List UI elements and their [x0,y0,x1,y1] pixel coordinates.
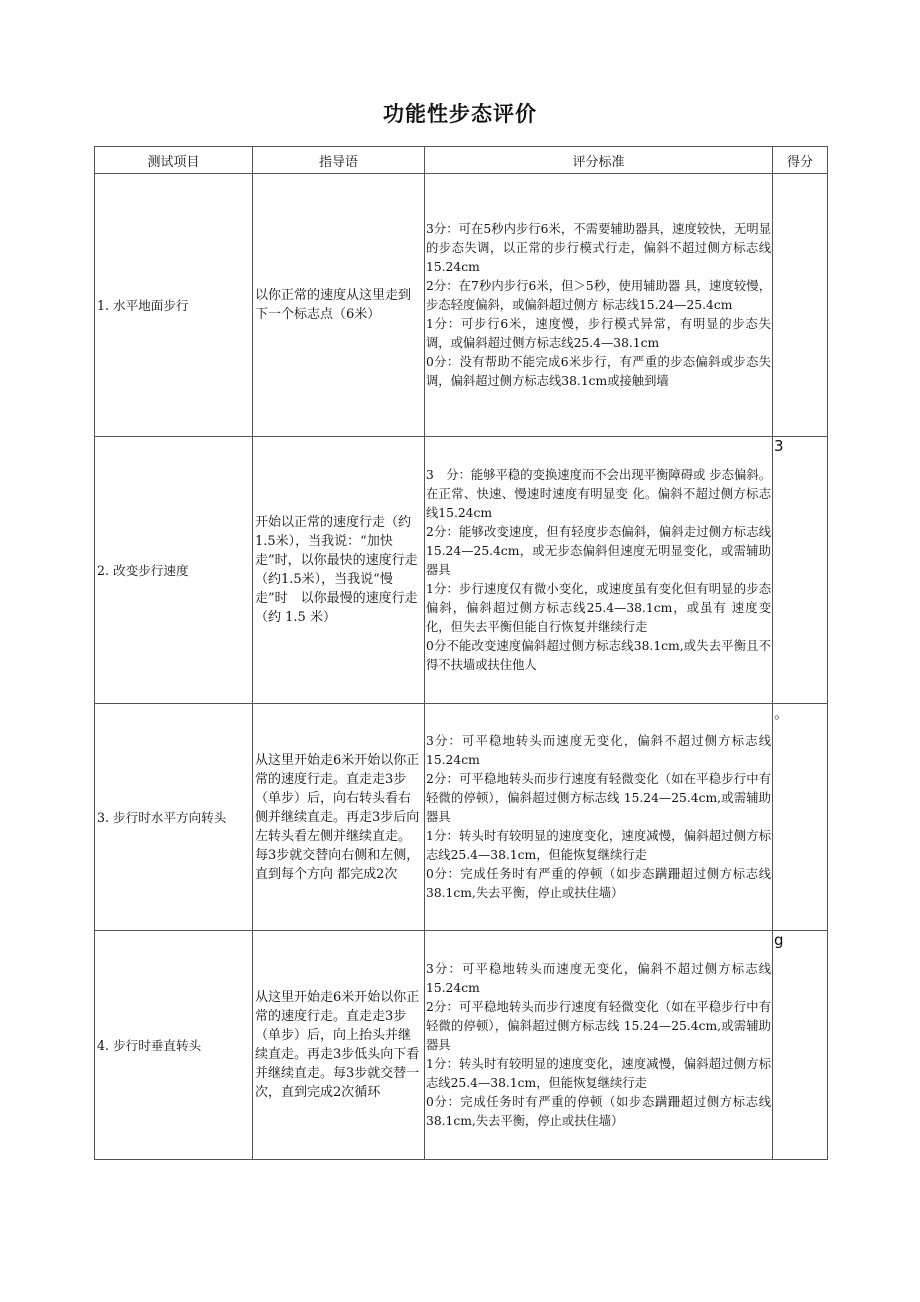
criteria-line: 1分：转头时有较明显的速度变化，速度减慢，偏斜超过侧方标志线25.4—38.1cm，但能恢复继续行走 [426,1056,771,1090]
table-row [95,931,828,1160]
score-cell: g [773,931,828,1160]
criteria-line: 0分：没有帮助不能完成6米步行，有严重的步态偏斜或步态失调，偏斜超过侧方标志线38.1cm或接触到墙 [426,354,771,388]
table-row [95,704,828,931]
header-instructions: 指导语 [253,147,425,174]
criteria-line: 2分：在7秒内步行6米，但＞5秒，使用辅助器 具，速度较慢，步态轻度偏斜，或偏斜超过侧方 标志线15.24—25.4cm [426,278,771,312]
criteria-line: 1分：转头时有较明显的速度变化，速度减慢，偏斜超过侧方标志线25.4—38.1cm，但能恢复继续行走 [426,828,771,862]
score-cell: 。 [773,704,828,931]
criteria-cell [425,704,773,931]
criteria-line: 3分：可平稳地转头而速度无变化，偏斜不超过侧方标志线15.24cm [426,733,771,767]
instruction-text: 以你正常的速度从这里走到下一个标志点（6米） [253,174,425,437]
gait-assessment-table [94,146,828,1160]
header-score: 得分 [773,147,828,174]
criteria-line: 3分：可在5秒内步行6米，不需要辅助器具，速度较快，无明显的步态失调，以正常的步行模式行走，偏斜不超过侧方标志线15.24cm [426,221,771,274]
test-item: 2. 改变步行速度 [95,437,253,704]
table-row [95,437,828,704]
criteria-cell [425,931,773,1160]
instruction-text: 从这里开始走6米开始以你正常的速度行走。直走走3步（单步）后，向上抬头并继续直走。再走3步低头向下看并继续直走。每3步就交替一次，直到完成2次循环 [253,931,425,1160]
score-cell [773,174,828,437]
criteria-line: 0分不能改变速度偏斜超过侧方标志线38.1cm,或失去平衡且不得不扶墙或扶住他人 [426,638,771,672]
test-item: 3. 步行时水平方向转头 [95,704,253,931]
header-row [95,147,828,174]
criteria-line: 2分：能够改变速度，但有轻度步态偏斜，偏斜走过侧方标志线15.24—25.4cm，或无步态偏斜但速度无明显变化，或需辅助器具 [426,524,771,577]
score-cell: 3 [773,437,828,704]
test-item: 1. 水平地面步行 [95,174,253,437]
test-item: 4. 步行时垂直转头 [95,931,253,1160]
instruction-text: 开始以正常的速度行走（约1.5米），当我说：“加快走”时，以你最快的速度行走（约1.5米），当我说“慢走”时 以你最慢的速度行走（约 1.5 米） [253,437,425,704]
criteria-line: 2分：可平稳地转头而步行速度有轻微变化（如在平稳步行中有轻微的停顿），偏斜超过侧方标志线 15.24—25.4cm,或需辅助器具 [426,999,771,1052]
criteria-line: 2分：可平稳地转头而步行速度有轻微变化（如在平稳步行中有轻微的停顿），偏斜超过侧方标志线 15.24—25.4cm,或需辅助器具 [426,771,771,824]
criteria-line: 1分：可步行6米，速度慢，步行模式异常，有明显的步态失调，或偏斜超过侧方标志线25.4—38.1cm [426,316,771,350]
criteria-cell [425,174,773,437]
header-test-item: 测试项目 [95,147,253,174]
document-title: 功能性步态评价 [383,102,537,126]
criteria-line: 3 分：能够平稳的变换速度而不会出现平衡障碍或 步态偏斜。在正常、快速、慢速时速度有明显变 化。偏斜不超过侧方标志线15.24cm [426,467,771,520]
criteria-line: 0分：完成任务时有严重的停顿（如步态蹒跚超过侧方标志线38.1cm,失去平衡，停止或扶住墙） [426,1094,771,1128]
criteria-cell [425,437,773,704]
criteria-line: 0分：完成任务时有严重的停顿（如步态蹒跚超过侧方标志线38.1cm,失去平衡，停止或扶住墙） [426,866,771,900]
table-row [95,174,828,437]
header-criteria: 评分标准 [425,147,773,174]
criteria-line: 3分：可平稳地转头而速度无变化，偏斜不超过侧方标志线15.24cm [426,961,771,995]
criteria-line: 1分：步行速度仅有微小变化，或速度虽有变化但有明显的步态偏斜，偏斜超过侧方标志线25.4—38.1cm，或虽有 速度变化，但失去平衡但能自行恢复并继续行走 [426,581,771,634]
instruction-text: 从这里开始走6米开始以你正常的速度行走。直走走3步（单步）后，向右转头看右侧并继续直走。再走3步后向左转头看左侧并继续直走。每3步就交替向右侧和左侧，直到每个方向 都完成2次 [253,704,425,931]
